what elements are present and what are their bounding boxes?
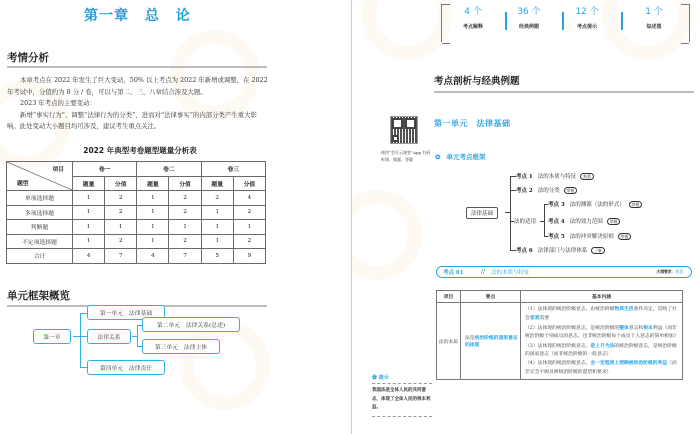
text: 条件决定，反映了社会	[525, 307, 677, 322]
row-label: 不定项选择题	[7, 234, 73, 249]
table-row	[7, 220, 266, 235]
kp-name: 法的效力范围	[569, 219, 603, 225]
text: （2）法体现的统治阶级意志，是统治阶级的	[525, 325, 620, 331]
content-point	[525, 324, 678, 342]
row-point	[461, 303, 521, 380]
cell: 7	[105, 249, 137, 264]
cell: 1	[169, 220, 201, 235]
exam-analysis-table	[6, 161, 266, 264]
requirement-label: 大纲要求：	[656, 269, 676, 274]
connector	[137, 325, 138, 347]
row-label: 合计	[7, 249, 73, 264]
kp-id: 考点 5	[548, 234, 565, 240]
cell: 2	[169, 191, 201, 206]
stat-label: 考点解释	[462, 24, 483, 30]
stat-item-examples	[504, 4, 554, 30]
highlight: 整体	[619, 324, 629, 331]
cell: 1	[233, 220, 265, 235]
mindmap-unit1: 第一单元 法律基础	[87, 305, 165, 320]
stat-label: 考点提示	[576, 24, 597, 30]
tree-item	[548, 200, 642, 208]
kp-id: 考点 4	[548, 219, 565, 225]
kp-banner-name: 法的本质与特征	[491, 270, 530, 276]
tree-root: 法律基础	[466, 207, 498, 219]
chapter-name-char: 论	[175, 8, 191, 24]
content-point	[525, 342, 678, 360]
table-row	[7, 234, 266, 249]
section-divider	[7, 66, 267, 68]
requirement-value: 熟悉	[675, 269, 683, 274]
column-group-header: 卷一	[73, 162, 137, 177]
level-tag: 熟悉	[580, 173, 594, 180]
cell: 2	[233, 205, 265, 220]
corner-label-type: 题型	[17, 181, 29, 187]
cell: 2	[233, 234, 265, 249]
cell: 1	[137, 205, 169, 220]
cell: 1	[201, 234, 233, 249]
column-group-header: 卷二	[137, 162, 201, 177]
column-header: 要点	[461, 291, 521, 303]
unit-title: 第一单元 法律基础	[434, 118, 511, 128]
section-heading-analysis-examples: 考点剖析与经典例题	[434, 76, 520, 87]
highlight: 物质生活	[614, 306, 634, 312]
chapter-title	[84, 5, 201, 25]
kp-id: 考点 3	[548, 202, 565, 208]
connector	[544, 204, 545, 237]
cell: 1	[137, 234, 169, 249]
column-header: 题量	[137, 176, 169, 191]
kp-name: 法的冲突解决原则	[569, 234, 614, 240]
table-title: 2022 年典型考卷题型题量分析表	[83, 146, 197, 155]
table-row	[437, 303, 683, 380]
cell: 1	[73, 205, 105, 220]
watermark-logo	[351, 190, 422, 280]
cell: 1	[105, 220, 137, 235]
level-tag: 掌握	[607, 218, 621, 225]
column-header: 项目	[437, 291, 461, 303]
kp-id: 考点 6	[516, 248, 533, 254]
kp-banner-id: 考点 01	[443, 270, 464, 276]
mindmap-branch: 法律关系	[87, 329, 131, 344]
chapter-name-char: 总	[144, 8, 160, 24]
cell: 1	[201, 220, 233, 235]
tree-item	[516, 246, 605, 254]
tree-item	[516, 186, 577, 194]
cell: 5	[201, 249, 233, 264]
content-point	[525, 359, 678, 377]
mindmap-unit3: 第三单元 法律主体	[142, 339, 220, 354]
chapter-number: 第一章	[84, 8, 129, 24]
column-header: 题量	[73, 176, 105, 191]
gear-icon: ✿	[435, 153, 441, 161]
text: （3）法体现的统治阶级意志，	[525, 343, 591, 349]
connector	[510, 176, 511, 251]
table-corner-cell	[7, 162, 73, 191]
analysis-text	[7, 75, 269, 133]
level-tag: 掌握	[629, 201, 643, 208]
cell: 4	[73, 249, 105, 264]
highlight: 根本	[643, 324, 653, 331]
column-header: 基本内涵	[521, 291, 683, 303]
qr-code[interactable]	[390, 116, 418, 144]
cell: 2	[169, 205, 201, 220]
kp-banner	[436, 266, 692, 278]
section-heading-framework: 单元框架概览	[7, 290, 70, 302]
tree-middle-node	[514, 217, 536, 225]
paragraph: 2023 年考点的主要变动：	[20, 99, 96, 107]
highlight: 是上升为法	[590, 342, 615, 349]
cell: 1	[201, 205, 233, 220]
content-table	[436, 290, 683, 380]
kp-name: 法的渊源（法的形式）	[569, 202, 625, 208]
column-header: 分值	[169, 176, 201, 191]
cell: 4	[137, 249, 169, 264]
text: （而非完全不顾及被统治阶级的愿望和要求）	[525, 361, 677, 375]
mindmap-unit4: 第四单元 法律责任	[87, 360, 165, 375]
stat-item-tips	[562, 4, 612, 30]
section-divider	[434, 91, 694, 93]
connector	[80, 313, 81, 368]
kp-id: 考点 2	[516, 188, 533, 194]
mindmap-unit2: 第二单元 法律关系(总述)	[142, 317, 240, 332]
tip-header	[372, 374, 432, 384]
column-header: 分值	[105, 176, 137, 191]
kp-id: 考点 1	[516, 174, 533, 180]
kp-name: 法的本质与特征	[537, 174, 577, 180]
text: （4）法体现的统治阶级意志，	[525, 361, 591, 367]
stat-label: 经典例题	[518, 24, 539, 30]
text: （1）法体现的统治阶级意志，由统治阶级	[525, 307, 615, 312]
highlight: 客观	[529, 315, 540, 322]
row-label: 判断题	[7, 220, 73, 235]
column-header: 分值	[233, 176, 265, 191]
paragraph: 新增“事实行为”、调整“法律行为的分类”，进而对“法律事实”的内部分类产生重大影响。此处变动大小题目均可涉及，建议考生重点关注。	[7, 110, 257, 130]
middle-node-label: 法的适用	[514, 219, 537, 225]
unit-subtitle-text: 单元考点框架	[446, 153, 486, 161]
watermark-logo	[362, 0, 452, 60]
tip-title: 提示	[378, 375, 389, 381]
tip-box	[372, 374, 432, 417]
kp-name: 法的分类	[537, 188, 560, 194]
stat-number: 36 个	[517, 7, 541, 17]
level-tag: 掌握	[618, 233, 632, 240]
qr-caption: 使用“会计云课堂”App 扫码听课、做题、答疑	[381, 150, 431, 162]
table-row	[7, 205, 266, 220]
text: 的统治阶级意志，是统治阶级的国家意志（而非统治阶级的一般意志）	[525, 343, 677, 358]
mindmap-root: 第一章	[33, 329, 71, 344]
column-header: 题量	[201, 176, 233, 191]
cell: 9	[233, 249, 265, 264]
text: 需要	[539, 316, 550, 322]
requirement	[656, 269, 683, 275]
highlight: 会一定程度上照顾被统治阶级的利益	[590, 360, 668, 367]
tree-item	[548, 232, 631, 240]
cell: 2	[105, 205, 137, 220]
point-prefix: 法是	[465, 336, 475, 342]
cell: 4	[233, 191, 265, 206]
stat-number: 12 个	[575, 7, 599, 17]
cell: 1	[73, 191, 105, 206]
cell: 7	[169, 249, 201, 264]
section-heading-analysis: 考情分析	[7, 52, 49, 64]
table-row	[7, 191, 266, 206]
kp-name: 法律部门与法律体系	[537, 248, 588, 254]
row-item: 法的本质	[437, 303, 461, 380]
tree-item	[516, 172, 594, 180]
level-tag: 了解	[591, 247, 605, 254]
cell: 1	[137, 191, 169, 206]
cell: 2	[169, 234, 201, 249]
table-row-total	[7, 249, 266, 264]
tip-body: 我国法是全体人民的共同意志，体现了全体人民的根本利益。	[372, 388, 431, 410]
point-highlight: 统治阶级的国家意志的体现	[465, 335, 518, 349]
corner-label-item: 项目	[52, 167, 64, 173]
tip-divider	[372, 416, 432, 417]
cell: 2	[201, 191, 233, 206]
unit-subtitle	[435, 152, 485, 161]
stat-item-explanations	[448, 4, 498, 30]
text: 意志和	[628, 325, 644, 331]
stat-number: 4 个	[464, 7, 482, 17]
watermark-logo	[180, 320, 270, 410]
stat-number: 1 个	[645, 7, 663, 17]
text: 利益（而非统治阶级个别成员的意志，也非统治阶级每个成员个人意志的简单相加）	[525, 325, 679, 340]
stat-label: 综述图	[646, 24, 662, 30]
level-tag: 掌握	[564, 187, 578, 194]
cell: 2	[105, 191, 137, 206]
slash-divider-icon: //	[481, 269, 486, 275]
content-point	[525, 305, 678, 324]
stat-item-overview	[629, 4, 679, 30]
cell: 1	[73, 220, 105, 235]
column-group-header: 卷三	[201, 162, 265, 177]
cell: 1	[73, 234, 105, 249]
row-content	[521, 303, 683, 380]
row-label: 多项选择题	[7, 205, 73, 220]
tree-item	[548, 217, 620, 225]
paragraph: 本章考点在 2022 年发生了巨大变动，50% 以上考点为 2022 年新增或调整。在 2022 年考试中，分值约为 8 分 / 卷，可以与第二、三、八章结合涉及大题。	[7, 76, 268, 96]
cell: 1	[137, 220, 169, 235]
stat-divider	[621, 12, 623, 30]
cell: 2	[105, 234, 137, 249]
row-label: 单项选择题	[7, 191, 73, 206]
tip-icon: ✿	[372, 375, 379, 381]
